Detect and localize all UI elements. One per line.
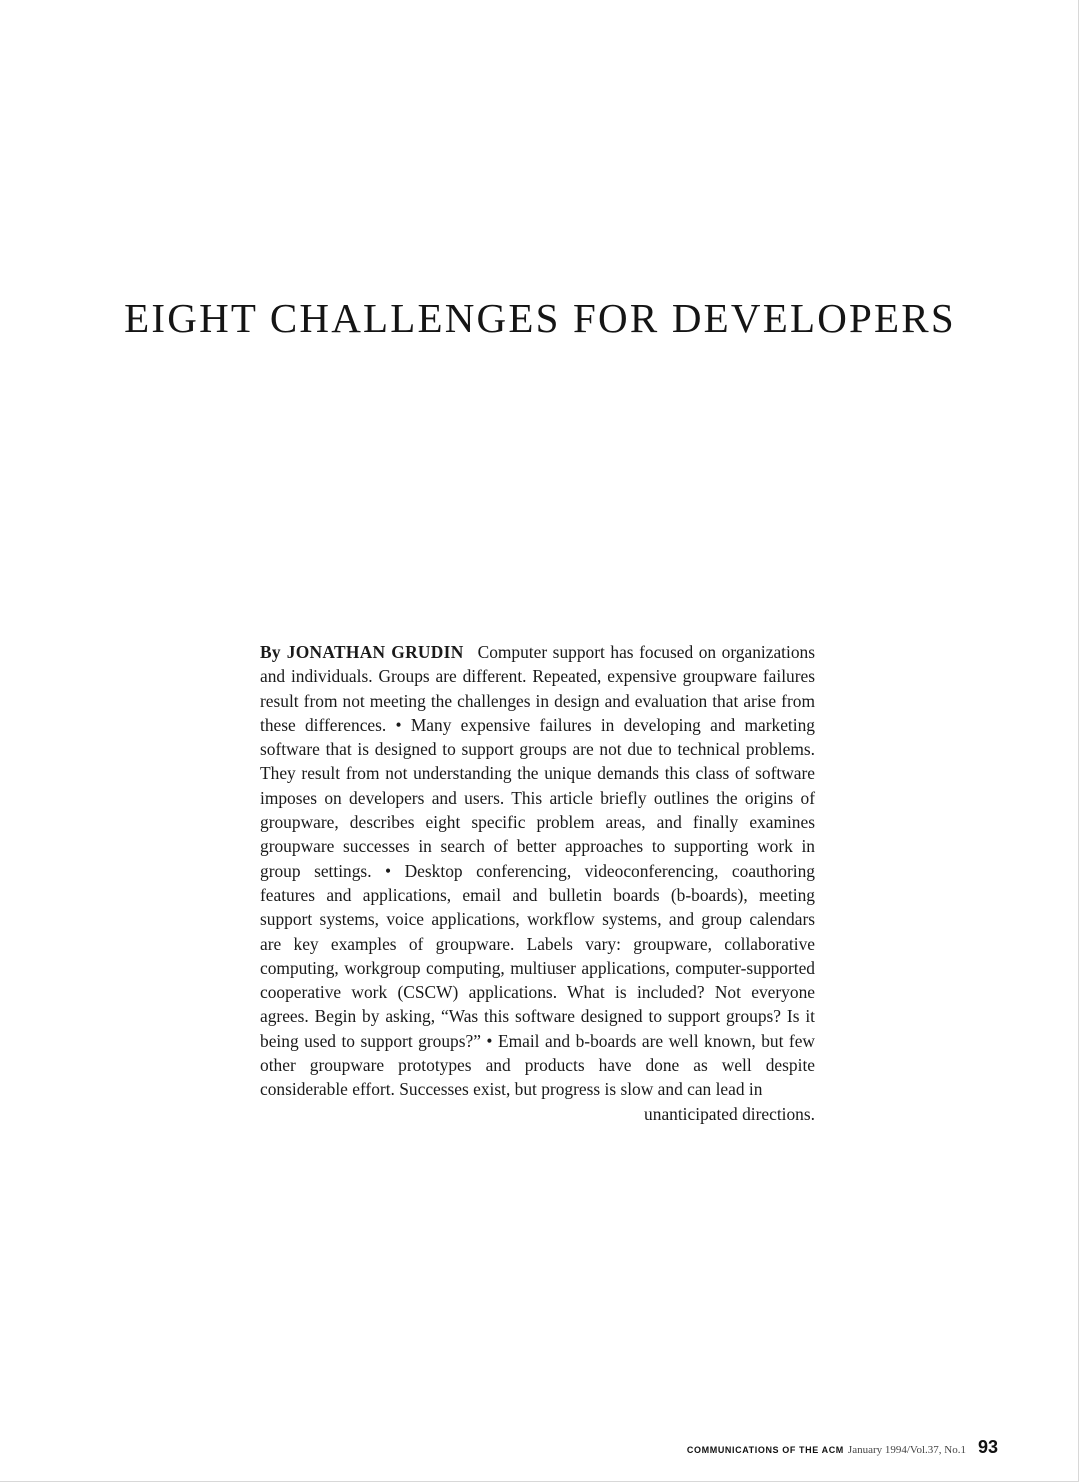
journal-name: COMMUNICATIONS OF THE ACM <box>686 1445 844 1455</box>
page-number: 93 <box>977 1437 998 1457</box>
article-abstract <box>260 640 815 1126</box>
abstract-text: Computer support has focused on organizations and individuals. Groups are different. Repeated, expensive groupware failures result from not meeting the challenges in design and evaluation that arise from these differences. • Many expensive failures in developing and marketing software that is designed to support groups are not due to technical problems. They result from not understanding the unique demands this class of software imposes on developers and users. This article briefly outlines the origins of groupware, describes eight specific problem areas, and finally examines groupware successes in search of better approaches to supporting work in group settings. • Desktop conferencing, videoconferencing, coauthoring features and applications, email and bulletin boards (b-boards), meeting support systems, voice applications, workflow systems, and group calendars are key examples of groupware. Labels vary: groupware, collaborative computing, workgroup computing, multiuser applications, computer-supported cooperative work (CSCW) applications. What is included? Not everyone agrees. Begin by asking, “Was this software designed to support groups? Is it being used to support groups?” • Email and b-boards are well known, but few other groupware prototypes and products have done as well despite considerable effort. Successes exist, but progress is slow and can lead in <box>260 642 816 1100</box>
issue-info: January 1994/Vol.37, No.1 <box>847 1444 966 1456</box>
article-title: EIGHT CHALLENGES FOR DEVELOPERS <box>124 295 956 341</box>
abstract-last-line: unanticipated directions. <box>644 1103 815 1124</box>
page-footer <box>687 1437 998 1458</box>
author-byline: By JONATHAN GRUDIN <box>260 642 464 662</box>
